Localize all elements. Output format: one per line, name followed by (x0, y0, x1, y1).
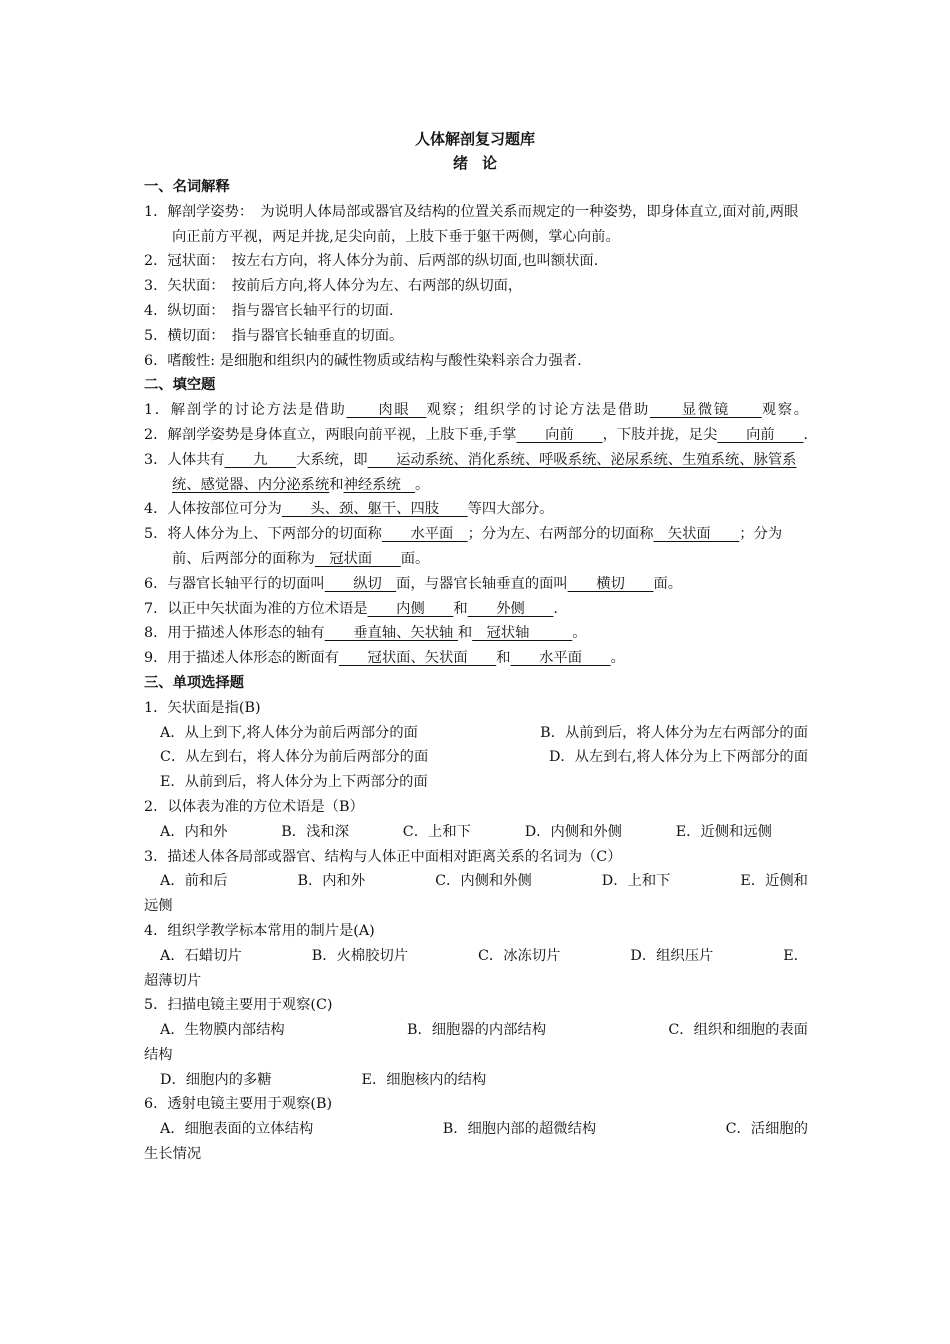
choice-option: B．浅和深 (281, 823, 349, 840)
choice-option: A．生物膜内部结构 (160, 1022, 285, 1039)
chapter-title: 绪论 (452, 154, 511, 172)
answer-blank: 运动系统、消化系统、呼吸系统、泌尿系统、生殖系统、脉管系统、感觉器、内分泌系统 (172, 451, 797, 493)
answer-blank: 神经系统 (343, 476, 416, 493)
term-item-5: 5．横切面： 指与器官长轴垂直的切面。 (144, 327, 404, 344)
answer-blank: 矢状面 (653, 526, 740, 543)
fill-item-8: 8．用于描述人体形态的轴有 垂直轴、矢状轴 和 冠状轴 。 (144, 625, 587, 642)
choice-option: A．前和后 (160, 873, 228, 890)
choice-option: C．活细胞的 (725, 1121, 808, 1138)
choice-option-continued: 生长情况 (144, 1146, 202, 1163)
choice-option: C．内侧和外侧 (435, 873, 532, 890)
choice-option: B．火棉胶切片 (311, 947, 409, 964)
choice-option: E．细胞核内的结构 (361, 1071, 487, 1088)
choice-option: A．石蜡切片 (160, 947, 242, 964)
answer-blank: 纵切 (324, 575, 397, 592)
choice-question-5: 5．扫描电镜主要用于观察(C) (144, 997, 333, 1014)
section-heading-choice: 三、单项选择题 (144, 674, 245, 691)
fill-item-6: 6．与器官长轴平行的切面叫 纵切 面，与器官长轴垂直的面叫 横切 面。 (144, 575, 683, 592)
fill-item-9: 9．用于描述人体形态的断面有 冠状面、矢状面 和 水平面 。 (144, 650, 625, 667)
term-item-2: 2．冠状面： 按左右方向，将人体分为前、后两部的纵切面,也叫额状面. (144, 253, 599, 270)
choice-option: C．从左到右，将人体分为前后两部分的面 (160, 749, 429, 766)
choice-option: D．内侧和外侧 (524, 823, 622, 840)
choice-option: C．组织和细胞的表面 (668, 1022, 808, 1039)
fill-item-1: 1．解剖学的讨论方法是借助 肉眼 观察；组织学的讨论方法是借助 显微镜 观察。 (144, 402, 809, 419)
answer-blank: 横切 (567, 575, 654, 592)
choice-option-continued: 超薄切片 (144, 972, 202, 989)
choice-question-3: 3．描述人体各局部或器官、结构与人体正中面相对距离关系的名词为（C） (144, 848, 622, 865)
answer-blank: 外侧 (467, 600, 554, 617)
choice-options-row (144, 745, 808, 770)
answer-blank: 冠状轴 (472, 625, 573, 642)
answer-blank: 内侧 (367, 600, 454, 617)
section-heading-terms: 一、名词解释 (144, 179, 230, 195)
choice-options-row (144, 1018, 808, 1043)
term-item-1: 1．解剖学姿势： 为说明人体局部或器官及结构的位置关系而规定的一种姿势，即身体直立,面对前,两眼向正前方平视，两足并拢,足尖向前，上肢下垂于躯干两侧，掌心向前。 (144, 203, 799, 245)
choice-options-row (144, 820, 808, 845)
choice-option: B．细胞内部的超微结构 (442, 1121, 597, 1138)
answer-blank: 垂直轴、矢状轴 (324, 625, 458, 642)
choice-question-1: 1．矢状面是指(B) (144, 699, 261, 716)
choice-option: D．上和下 (601, 873, 671, 890)
choice-question-4: 4．组织学教学标本常用的制片是(A) (144, 922, 375, 939)
fill-item-2: 2．解剖学姿势是身体直立，两眼向前平视，上肢下垂,手掌 向前 ，下肢并拢，足尖 向前 . (144, 426, 809, 443)
choice-options-row (144, 944, 808, 969)
answer-blank: 冠状面、矢状面 (338, 650, 497, 667)
answer-blank: 肉眼 (346, 402, 427, 419)
section-heading-fill: 二、填空题 (144, 377, 216, 394)
choice-option: D．从左到右,将人体分为上下两部分的面 (548, 749, 808, 766)
choice-options-row (144, 869, 808, 894)
choice-option: B．细胞器的内部结构 (406, 1022, 547, 1039)
choice-option: E．近侧和远侧 (675, 823, 772, 840)
answer-blank: 显微镜 (649, 402, 762, 419)
fill-item-7: 7．以正中矢状面为准的方位术语是 内侧 和 外侧 . (144, 600, 558, 617)
choice-option: E．近侧和 (740, 873, 808, 890)
choice-option: E．从前到后，将人体分为上下两部分的面 (160, 774, 428, 791)
choice-options-row (144, 1068, 808, 1093)
choice-option-continued: 结构 (144, 1046, 173, 1063)
answer-blank: 向前 (516, 426, 603, 443)
choice-option: C．上和下 (402, 823, 471, 840)
choice-option: A．从上到下,将人体分为前后两部分的面 (160, 724, 418, 741)
term-item-4: 4．纵切面： 指与器官长轴平行的切面. (144, 302, 394, 319)
choice-option: A．内和外 (160, 823, 228, 840)
fill-item-5: 5．将人体分为上、下两部分的切面称 水平面 ；分为左、右两部分的切面称 矢状面 ；分为前、后两部分的面称为 冠状面 面。 (144, 526, 783, 567)
choice-question-2: 2．以体表为准的方位术语是（B） (144, 798, 364, 815)
choice-option: D．细胞内的多糖 (160, 1071, 272, 1088)
document-body (144, 175, 808, 1167)
answer-blank: 头、颈、躯干、四肢 (281, 501, 468, 518)
choice-options-row (144, 1117, 808, 1142)
term-item-3: 3．矢状面： 按前后方向,将人体分为左、右两部的纵切面， (144, 278, 523, 295)
answer-blank: 九 (224, 451, 297, 468)
term-item-6: 6．嗜酸性: 是细胞和组织内的碱性物质或结构与酸性染料亲合力强者. (144, 352, 582, 369)
choice-option-continued: 远侧 (144, 898, 173, 915)
choice-option: B．内和外 (297, 873, 366, 890)
fill-item-3: 3．人体共有 九 大系统，即 运动系统、消化系统、呼吸系统、泌尿系统、生殖系统、脉管系统、感觉器、内分泌系统和神经系统 。 (144, 451, 797, 493)
answer-blank: 水平面 (510, 650, 611, 667)
answer-blank: 冠状面 (314, 550, 401, 567)
answer-blank: 向前 (717, 426, 804, 443)
choice-option: D．组织压片 (630, 947, 714, 964)
choice-option: C．冰冻切片 (477, 947, 561, 964)
answer-blank: 水平面 (381, 526, 468, 543)
choice-option: E． (783, 947, 808, 964)
choice-option: B．从前到后，将人体分为左右两部分的面 (540, 724, 808, 741)
fill-item-4: 4．人体按部位可分为 头、颈、躯干、四肢 等四大部分。 (144, 501, 554, 518)
choice-option: A．细胞表面的立体结构 (160, 1121, 314, 1138)
choice-question-6: 6．透射电镜主要用于观察(B) (144, 1096, 333, 1113)
choice-options-row (144, 721, 808, 746)
document-title: 人体解剖复习题库 (414, 130, 535, 148)
